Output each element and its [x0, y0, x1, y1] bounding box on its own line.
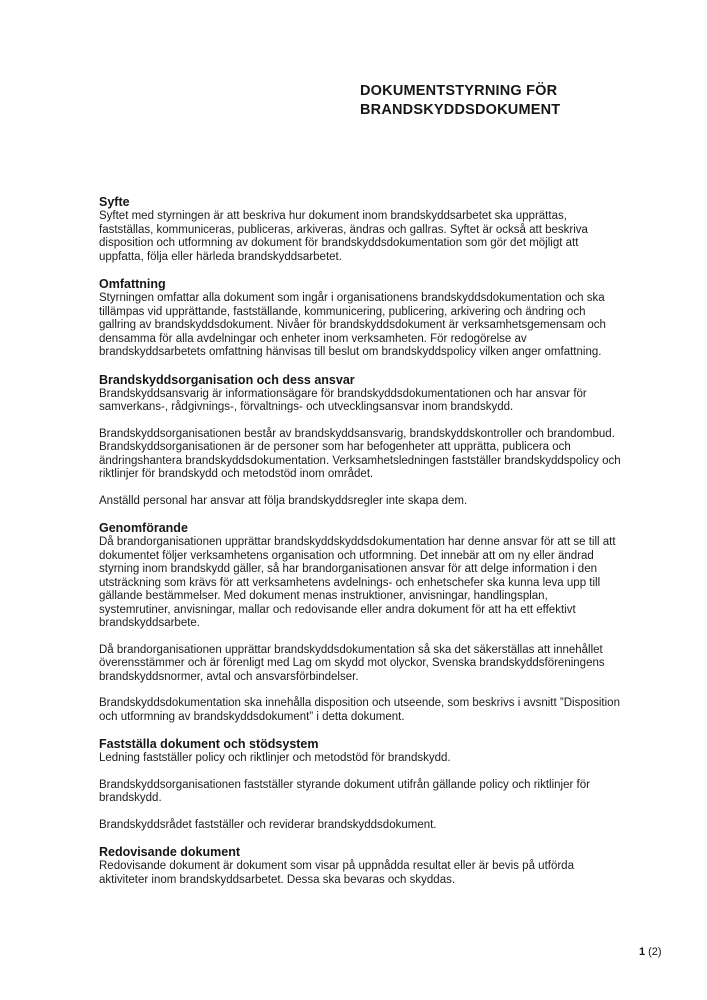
section-heading: Brandskyddsorganisation och dess ansvar: [99, 372, 355, 387]
section-paragraph: Redovisande dokument är dokument som visar på uppnådda resultat eller är bevis på utförda aktiviteter inom brandskyddsarbetet. Dessa ska bevaras och skyddas.: [99, 860, 574, 886]
section-heading: Syfte: [99, 195, 130, 209]
document-title-line-1: DOKUMENTSTYRNING FÖR: [360, 83, 558, 99]
section-syfte: [99, 195, 621, 264]
section-heading: Redovisande dokument: [99, 845, 240, 859]
section-paragraph: Ledning fastställer policy och riktlinjer och metodstöd för brandskydd.: [99, 752, 451, 764]
section-paragraph: Brandskyddsrådet fastställer och reviderar brandskyddsdokument.: [99, 818, 437, 831]
section-heading: Genomförande: [99, 521, 188, 535]
section-paragraph: Brandskyddsdokumentation ska innehålla disposition och utseende, som beskrivs i avsnitt ”Disposition och utformning av brandskyddsdokument” i detta dokument.: [99, 697, 620, 723]
section-genomforande: [99, 521, 621, 724]
document-body: [99, 195, 621, 900]
section-heading: Omfattning: [99, 277, 166, 291]
section-paragraph: Brandskyddsansvarig är informationsägare för brandskyddsdokumentationen och har ansvar för samverkans-, rådgivnings-, förvaltnings- och utvecklingsansvar inom brandskydd.: [99, 387, 587, 413]
page-number: [639, 946, 662, 959]
section-redovisande-dokument: [99, 845, 621, 887]
page-number-total: (2): [648, 946, 662, 958]
section-paragraph: Brandskyddsorganisationen fastställer styrande dokument utifrån gällande policy och riktlinjer för brandskydd.: [99, 778, 590, 804]
section-paragraph: Styrningen omfattar alla dokument som ingår i organisationens brandskyddsdokumentation och ska tillämpas vid upprättande, fastställande, kommunicering, publicering, arkivering och ändring och gallring av brandskyddsdokument. Nivåer för brandskyddsdokument är verksamhetsgemensam och densamma för alla avdelningar och enheter inom verksamheten. För redogörelse av brandskyddsarbetets omfattning hänvisas till beslut om brandskyddspolicy vilken anger omfattning.: [99, 292, 606, 358]
section-heading: Fastställa dokument och stödsystem: [99, 737, 319, 751]
section-paragraph: Då brandorganisationen upprättar brandskyddskyddsdokumentation har denne ansvar för att se till att dokumentet följer verksamhetens organisation och utformning. Det innebär att om ny eller ändrad styrning inom brandskydd gäller, så har brandorganisationen ansvar för att delge information i den utsträckning som krävs för att verksamhetens avdelnings- och enhetschefer ska kunna leva upp till gällande bestämmelser. Med dokument menas instruktioner, anvisningar, handlingsplan, systemrutiner, anvisningar, mallar och redovisande eller andra dokument för att ha ett effektivt brandskyddsarbete.: [99, 536, 616, 629]
section-paragraph: Anställd personal har ansvar att följa brandskyddsregler inte skapa dem.: [99, 494, 468, 507]
section-omfattning: [99, 277, 621, 360]
document-title-line-2: BRANDSKYDDSDOKUMENT: [360, 102, 561, 118]
page-number-current: 1: [639, 946, 646, 958]
section-paragraph: Då brandorganisationen upprättar brandskyddsdokumentation så ska det säkerställas att innehållet överensstämmer och är förenligt med Lag om skydd mot olyckor, Svenska brandskyddsföreningens brandskyddsnormer, avtal och ansvarsförbindelser.: [99, 643, 605, 683]
section-paragraph: Brandskyddsorganisationen består av brandskyddsansvarig, brandskyddskontroller och brandombud. Brandskyddsorganisationen är de personer som har befogenheter att upprätta, publicera och ändringshantera brandskyddsdokumentation. Verksamhetsledningen fastställer brandskyddspolicy och riktlinjer för brandskydd och metodstöd inom området.: [99, 427, 621, 480]
document-title: [360, 82, 560, 120]
section-faststalla-dokument: [99, 737, 621, 832]
section-paragraph: Syftet med styrningen är att beskriva hur dokument inom brandskyddsarbetet ska upprättas, fastställas, kommuniceras, publiceras, arkiveras, ändras och gallras. Syftet är också att beskriva disposition och utformning av dokument för brandskyddsdokumentation som gör det möjligt att uppfatta, följa eller härleda brandskyddsarbetet.: [99, 210, 588, 263]
section-brandskyddsorganisation: [99, 373, 621, 509]
